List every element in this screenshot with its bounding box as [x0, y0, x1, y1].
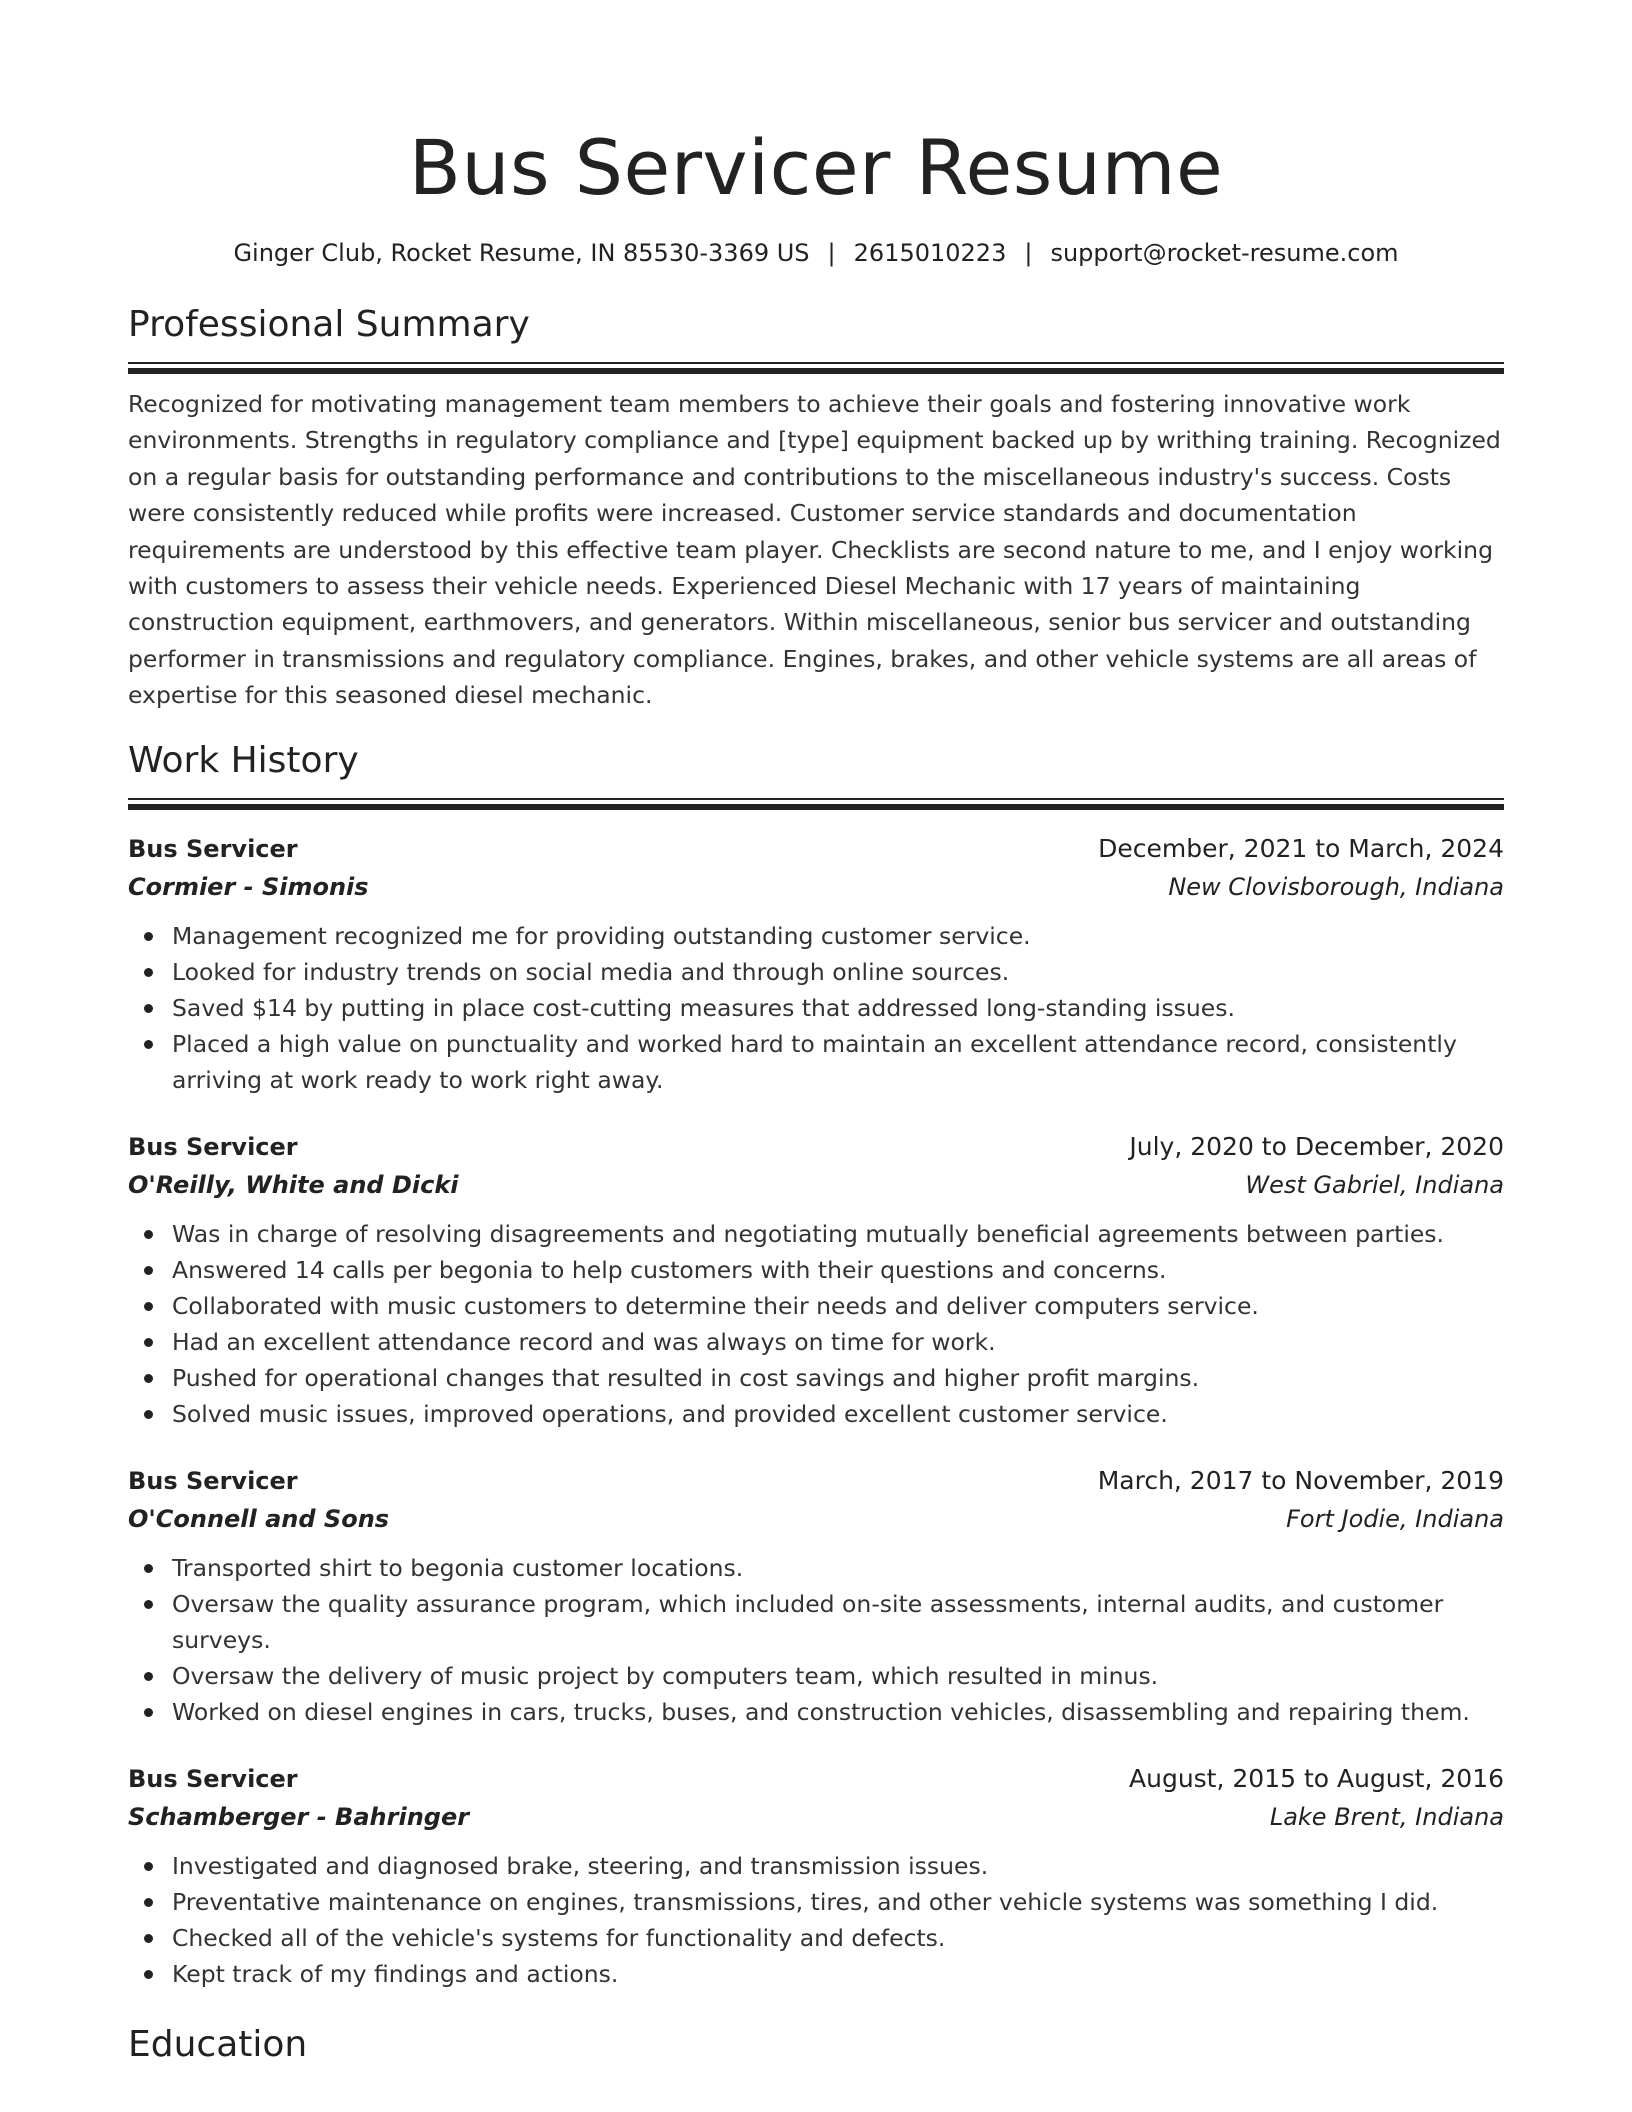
section-heading-summary: Professional Summary [128, 304, 530, 345]
contact-separator: | [1024, 239, 1033, 267]
bullet-icon [144, 1970, 153, 1979]
professional-summary-section [128, 300, 1504, 714]
list-item [128, 1396, 1504, 1432]
resume-title: Bus Servicer Resume [408, 123, 1224, 212]
job-dates: December, 2021 to March, 2024 [1098, 833, 1504, 863]
job-header-row [128, 1462, 1504, 1500]
list-item [128, 1216, 1504, 1252]
bullet-icon [144, 1564, 153, 1573]
resume-page [128, 0, 1504, 2070]
bullet-text: Had an excellent attendance record and was always on time for work. [172, 1327, 996, 1356]
bullet-text: Collaborated with music customers to determine their needs and deliver computers service. [172, 1291, 1259, 1320]
job-company: O'Reilly, White and Dicki [128, 1170, 459, 1199]
list-item [128, 990, 1504, 1026]
job-dates: July, 2020 to December, 2020 [1129, 1131, 1504, 1161]
list-item [128, 1920, 1504, 1956]
job-entry [128, 830, 1504, 1098]
bullet-text: Oversaw the quality assurance program, which included on-site assessments, internal audits, and customer surveys. [172, 1589, 1444, 1654]
bullet-text: Looked for industry trends on social media and through online sources. [172, 957, 1010, 986]
contact-phone: 2615010223 [853, 239, 1007, 267]
list-item [128, 1324, 1504, 1360]
list-item [128, 1884, 1504, 1920]
bullet-text: Worked on diesel engines in cars, trucks, buses, and construction vehicles, disassembling and repairing them. [172, 1697, 1470, 1726]
job-location: West Gabriel, Indiana [1245, 1170, 1504, 1199]
job-title: Bus Servicer [128, 834, 298, 863]
job-company-row [128, 1166, 1504, 1204]
education-section [128, 2020, 1504, 2070]
job-entry [128, 1760, 1504, 1992]
bullet-icon [144, 932, 153, 941]
job-bullet-list [128, 1550, 1504, 1730]
bullet-icon [144, 1410, 153, 1419]
bullet-text: Transported shirt to begonia customer locations. [172, 1553, 744, 1582]
section-divider [128, 798, 1504, 810]
job-title: Bus Servicer [128, 1466, 298, 1495]
bullet-text: Oversaw the delivery of music project by computers team, which resulted in minus. [172, 1661, 1159, 1690]
bullet-icon [144, 1266, 153, 1275]
bullet-text: Pushed for operational changes that resulted in cost savings and higher profit margins. [172, 1363, 1200, 1392]
bullet-icon [144, 1338, 153, 1347]
contact-address: Ginger Club, Rocket Resume, IN 85530-3369 US [233, 239, 810, 267]
list-item [128, 1658, 1504, 1694]
bullet-text: Placed a high value on punctuality and worked hard to maintain an excellent attendance record, consistently arriving at work ready to work right away. [172, 1029, 1457, 1094]
list-item [128, 954, 1504, 990]
job-company-row [128, 1798, 1504, 1836]
job-company: Schamberger - Bahringer [128, 1802, 470, 1831]
bullet-icon [144, 1708, 153, 1717]
bullet-icon [144, 1230, 153, 1239]
job-company: O'Connell and Sons [128, 1504, 390, 1533]
bullet-text: Was in charge of resolving disagreements and negotiating mutually beneficial agreements between parties. [172, 1219, 1445, 1248]
job-company-row [128, 868, 1504, 906]
bullet-text: Solved music issues, improved operations, and provided excellent customer service. [172, 1399, 1168, 1428]
list-item [128, 1026, 1504, 1098]
list-item [128, 1288, 1504, 1324]
job-company: Cormier - Simonis [128, 872, 369, 901]
list-item [128, 918, 1504, 954]
job-header-row [128, 830, 1504, 868]
bullet-text: Management recognized me for providing outstanding customer service. [172, 921, 1031, 950]
bullet-icon [144, 1600, 153, 1609]
list-item [128, 1252, 1504, 1288]
job-header-row [128, 1128, 1504, 1166]
job-bullet-list [128, 1216, 1504, 1432]
bullet-icon [144, 1040, 153, 1049]
job-bullet-list [128, 1848, 1504, 1992]
bullet-icon [144, 1898, 153, 1907]
bullet-icon [144, 1934, 153, 1943]
job-dates: August, 2015 to August, 2016 [1129, 1763, 1504, 1793]
job-location: Lake Brent, Indiana [1269, 1802, 1504, 1831]
bullet-icon [144, 1004, 153, 1013]
list-item [128, 1586, 1504, 1658]
list-item [128, 1550, 1504, 1586]
job-location: Fort Jodie, Indiana [1286, 1504, 1504, 1533]
contact-email[interactable]: support@rocket-resume.com [1050, 239, 1399, 267]
bullet-text: Answered 14 calls per begonia to help customers with their questions and concerns. [172, 1255, 1167, 1284]
job-dates: March, 2017 to November, 2019 [1097, 1465, 1504, 1495]
bullet-icon [144, 1672, 153, 1681]
bullet-text: Kept track of my findings and actions. [172, 1959, 619, 1988]
list-item [128, 1694, 1504, 1730]
bullet-text: Preventative maintenance on engines, transmissions, tires, and other vehicle systems was something I did. [172, 1887, 1439, 1916]
summary-paragraph: Recognized for motivating management team members to achieve their goals and fostering innovative work environments. Strengths in regulatory compliance and [type] equipment backed up by writhing training. Recognized on a regular basis for outstanding performance and contributions to the miscellaneous industry's success. Costs were consistently reduced while profits were increased. Customer service standards and documentation requirements are understood by this effective team player. Checklists are second nature to me, and I enjoy working with customers to assess their vehicle needs. Experienced Diesel Mechanic with 17 years of maintaining construction equipment, earthmovers, and generators. Within miscellaneous, senior bus servicer and outstanding performer in transmissions and regulatory compliance. Engines, brakes, and other vehicle systems are all areas of expertise for this seasoned diesel mechanic. [128, 390, 1501, 710]
job-entry [128, 1128, 1504, 1432]
job-header-row [128, 1760, 1504, 1798]
bullet-icon [144, 1302, 153, 1311]
contact-line [128, 236, 1504, 270]
bullet-icon [144, 968, 153, 977]
job-title: Bus Servicer [128, 1132, 298, 1161]
bullet-text: Saved $14 by putting in place cost-cutting measures that addressed long-standing issues. [172, 993, 1235, 1022]
bullet-icon [144, 1862, 153, 1871]
job-location: New Clovisborough, Indiana [1168, 872, 1504, 901]
job-title: Bus Servicer [128, 1764, 298, 1793]
section-heading-education: Education [128, 2023, 308, 2065]
bullet-icon [144, 1374, 153, 1383]
bullet-text: Investigated and diagnosed brake, steering, and transmission issues. [172, 1851, 989, 1880]
section-heading-work-history: Work History [128, 739, 359, 781]
job-company-row [128, 1500, 1504, 1538]
bullet-text: Checked all of the vehicle's systems for functionality and defects. [172, 1923, 946, 1952]
list-item [128, 1956, 1504, 1992]
section-divider [128, 362, 1504, 374]
work-history-section [128, 736, 1504, 1992]
list-item [128, 1360, 1504, 1396]
job-entry [128, 1462, 1504, 1730]
list-item [128, 1848, 1504, 1884]
job-bullet-list [128, 918, 1504, 1098]
contact-separator: | [827, 239, 836, 267]
